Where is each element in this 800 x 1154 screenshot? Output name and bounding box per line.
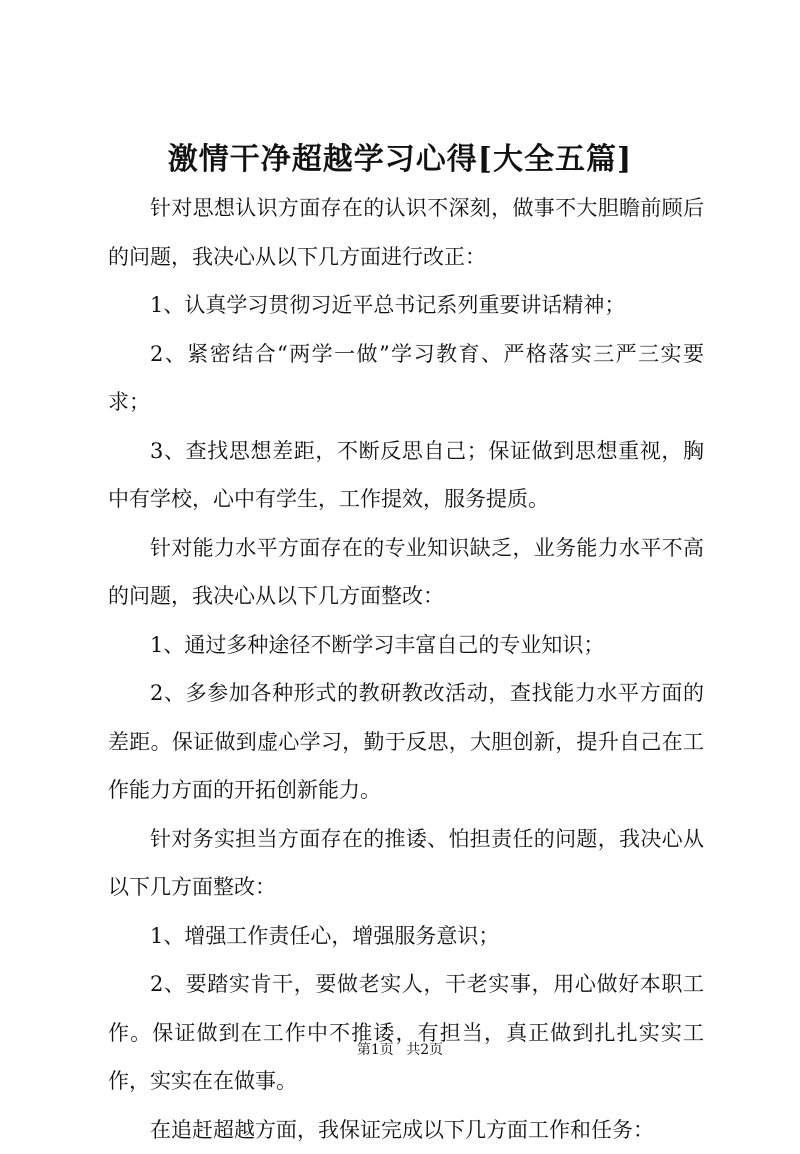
paragraph: 1、增强工作责任心，增强服务意识； <box>108 912 704 961</box>
paragraph: 2、要踏实肯干，要做老实人，干老实事，用心做好本职工作。保证做到在工作中不推诿，有担当，真正做到扎扎实实工作，实实在在做事。 <box>108 960 704 1106</box>
paragraph: 针对务实担当方面存在的推诿、怕担责任的问题，我决心从以下几方面整改： <box>108 815 704 912</box>
paragraph: 2、多参加各种形式的教研教改活动，查找能力水平方面的差距。保证做到虚心学习，勤于反思，大胆创新，提升自己在工作能力方面的开拓创新能力。 <box>108 669 704 815</box>
page-total: 共2页 <box>406 1042 443 1058</box>
page-number: 第1页 <box>357 1042 394 1058</box>
document-title: 激情干净超越学习心得[大全五篇] <box>0 136 800 184</box>
paragraph: 3、查找思想差距，不断反思自己；保证做到思想重视，胸中有学校，心中有学生，工作提效，服务提质。 <box>108 427 704 524</box>
paragraph: 在追赶超越方面，我保证完成以下几方面工作和任务： <box>108 1106 704 1154</box>
paragraph: 针对能力水平方面存在的专业知识缺乏，业务能力水平不高的问题，我决心从以下几方面整改： <box>108 524 704 621</box>
paragraph: 2、紧密结合“两学一做”学习教育、严格落实三严三实要求； <box>108 330 704 427</box>
document-body <box>108 184 704 1154</box>
paragraph: 针对思想认识方面存在的认识不深刻，做事不大胆瞻前顾后的问题，我决心从以下几方面进行改正： <box>108 184 704 281</box>
paragraph: 1、通过多种途径不断学习丰富自己的专业知识； <box>108 621 704 670</box>
paragraph: 1、认真学习贯彻习近平总书记系列重要讲话精神； <box>108 281 704 330</box>
page-footer <box>0 1040 800 1060</box>
